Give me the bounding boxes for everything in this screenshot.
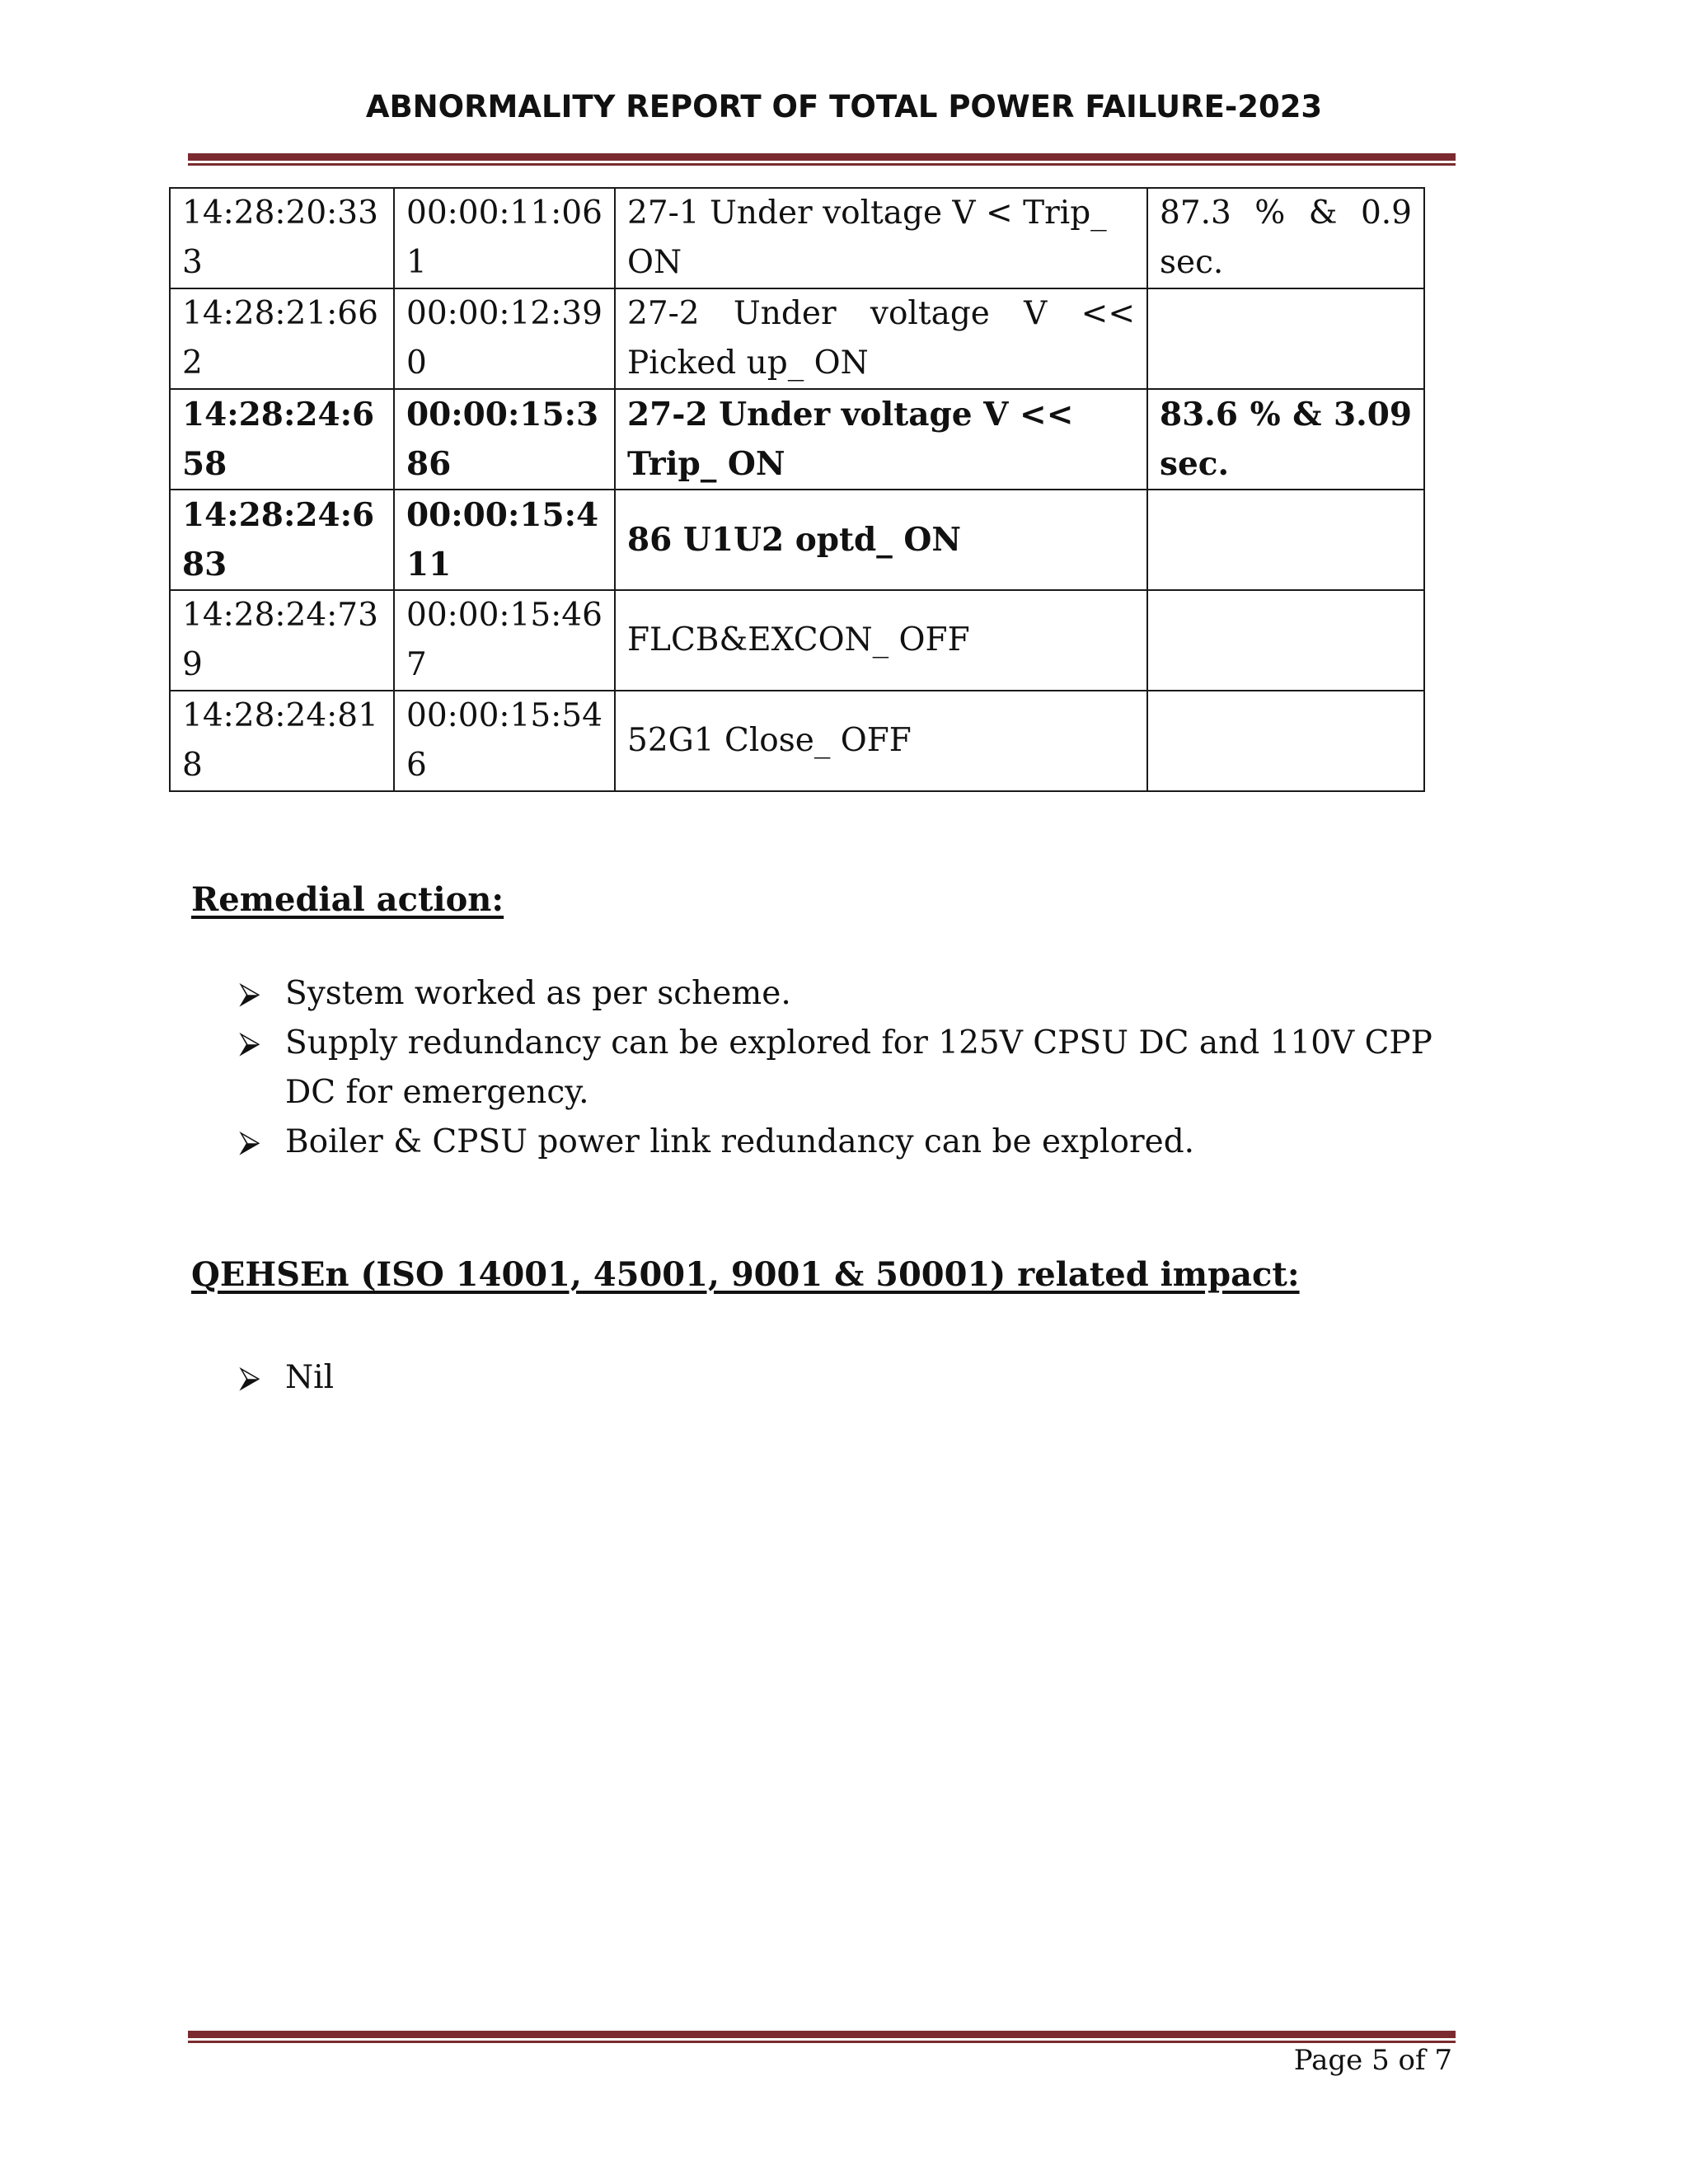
arrowhead-bullet-icon: ⮚ (239, 977, 260, 1010)
table-row (170, 288, 1424, 389)
footer-rule (188, 2031, 1456, 2043)
page-number: Page 5 of 7 (1293, 2044, 1452, 2077)
table-row (170, 490, 1424, 590)
time-cell: 14:28:24:683 (170, 490, 394, 590)
list-item (239, 1118, 1442, 1167)
arrowhead-bullet-icon: ⮚ (239, 1125, 260, 1159)
value-cell (1147, 590, 1424, 691)
list-item (239, 1353, 1442, 1403)
elapsed-cell: 00:00:15:411 (394, 490, 615, 590)
value-cell (1147, 288, 1424, 389)
value-cell: 87.3 % & 0.9 sec. (1147, 188, 1424, 288)
header-rule (188, 153, 1456, 166)
time-cell: 14:28:20:333 (170, 188, 394, 288)
value-cell (1147, 691, 1424, 791)
event-cell: 52G1 Close_ OFF (615, 691, 1147, 791)
qehsen-impact-list (239, 1353, 1442, 1403)
report-title: ABNORMALITY REPORT OF TOTAL POWER FAILURE-2023 (365, 89, 1323, 124)
arrowhead-bullet-icon: ⮚ (239, 1361, 260, 1394)
table-row (170, 188, 1424, 288)
arrowhead-bullet-icon: ⮚ (239, 1026, 260, 1060)
event-cell: 27-2 Under voltage V << Trip_ ON (615, 389, 1147, 490)
time-cell: 14:28:24:818 (170, 691, 394, 791)
list-item-text: Boiler & CPSU power link redundancy can be explored. (285, 1123, 1195, 1160)
table-row (170, 691, 1424, 791)
event-cell: 27-1 Under voltage V < Trip_ ON (615, 188, 1147, 288)
remedial-action-heading: Remedial action: (191, 880, 504, 919)
event-log-table (169, 187, 1425, 792)
table-row (170, 389, 1424, 490)
list-item-text: Nil (285, 1359, 335, 1396)
time-cell: 14:28:24:739 (170, 590, 394, 691)
list-item-text: Supply redundancy can be explored for 125V CPSU DC and 110V CPP DC for emergency. (285, 1024, 1432, 1111)
remedial-action-list (239, 969, 1442, 1167)
event-cell: 27-2 Under voltage V << Picked up_ ON (615, 288, 1147, 389)
elapsed-cell: 00:00:15:386 (394, 389, 615, 490)
event-cell: 86 U1U2 optd_ ON (615, 490, 1147, 590)
list-item (239, 969, 1442, 1019)
event-cell: FLCB&EXCON_ OFF (615, 590, 1147, 691)
time-cell: 14:28:21:662 (170, 288, 394, 389)
elapsed-cell: 00:00:11:061 (394, 188, 615, 288)
time-cell: 14:28:24:658 (170, 389, 394, 490)
list-item-text: System worked as per scheme. (285, 975, 791, 1012)
list-item (239, 1019, 1442, 1118)
value-cell: 83.6 % & 3.09 sec. (1147, 389, 1424, 490)
value-cell (1147, 490, 1424, 590)
table-row (170, 590, 1424, 691)
qehsen-impact-heading: QEHSEn (ISO 14001, 45001, 9001 & 50001) related impact: (191, 1255, 1300, 1294)
elapsed-cell: 00:00:12:390 (394, 288, 615, 389)
elapsed-cell: 00:00:15:467 (394, 590, 615, 691)
elapsed-cell: 00:00:15:546 (394, 691, 615, 791)
